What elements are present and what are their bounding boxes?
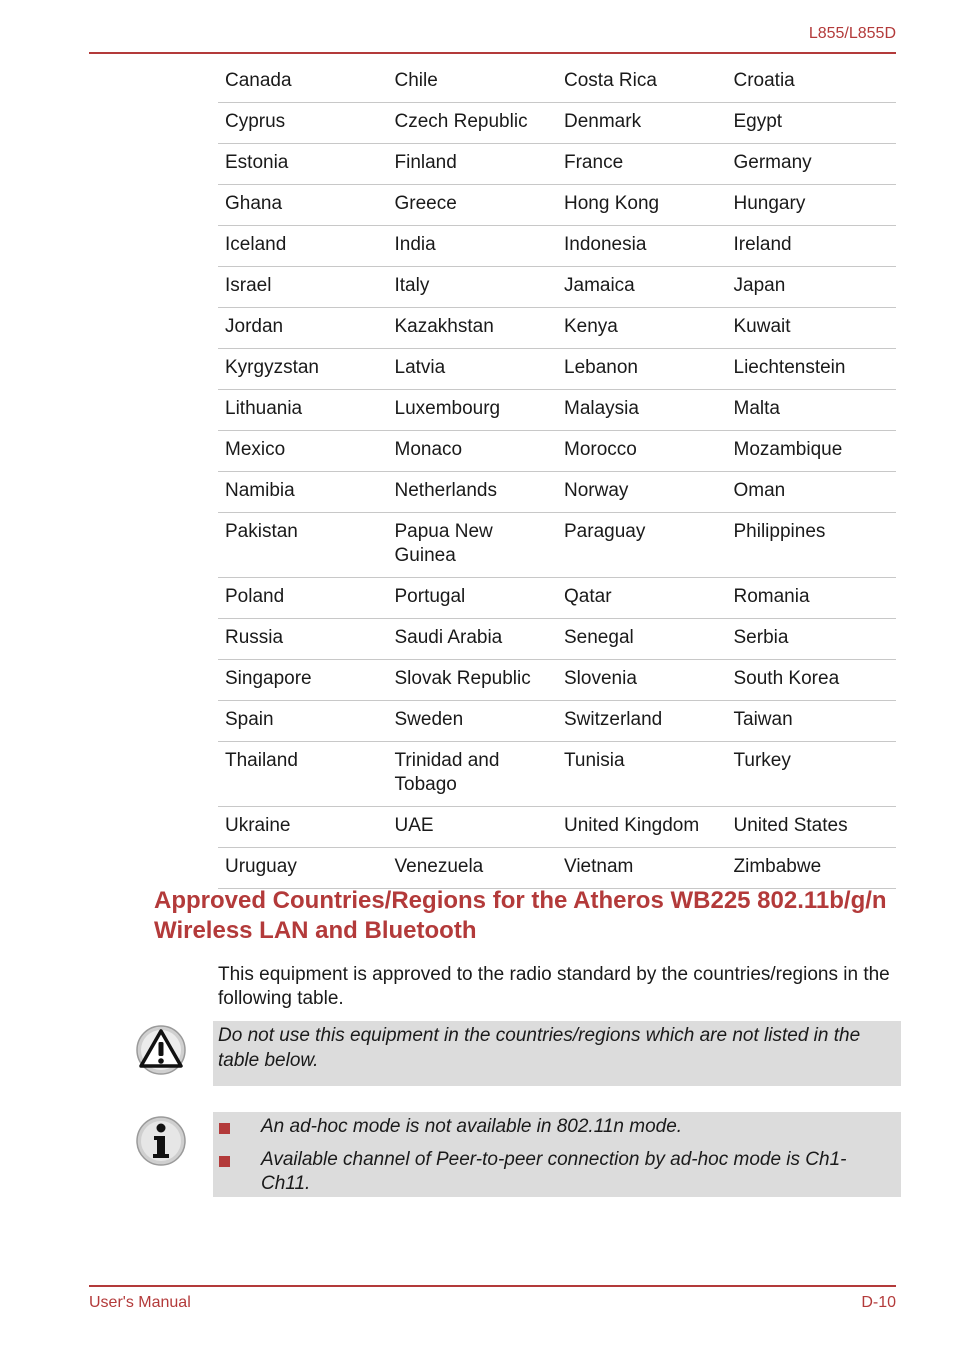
country-cell: South Korea bbox=[727, 660, 897, 701]
country-cell: Malaysia bbox=[557, 390, 727, 431]
table-row bbox=[218, 742, 896, 807]
table-row bbox=[218, 62, 896, 103]
country-cell: Philippines bbox=[727, 513, 897, 578]
country-cell: Thailand bbox=[218, 742, 388, 807]
warning-text: Do not use this equipment in the countries/regions which are not listed in the table below. bbox=[218, 1025, 861, 1071]
country-cell: Norway bbox=[557, 472, 727, 513]
info-list bbox=[213, 1112, 901, 1196]
country-cell: Israel bbox=[218, 267, 388, 308]
country-cell: Trinidad and Tobago bbox=[388, 742, 558, 807]
country-cell: Kazakhstan bbox=[388, 308, 558, 349]
document-model-header: L855/L855D bbox=[808, 25, 896, 42]
table-row bbox=[218, 701, 896, 742]
country-cell: Lithuania bbox=[218, 390, 388, 431]
country-cell: Turkey bbox=[727, 742, 897, 807]
country-cell: Ghana bbox=[218, 185, 388, 226]
footer-page-number: D-10 bbox=[861, 1294, 896, 1311]
country-cell: Hong Kong bbox=[557, 185, 727, 226]
info-list-item bbox=[213, 1148, 891, 1196]
country-cell: Monaco bbox=[388, 431, 558, 472]
country-cell: Zimbabwe bbox=[727, 848, 897, 889]
country-cell: Poland bbox=[218, 578, 388, 619]
country-cell: Russia bbox=[218, 619, 388, 660]
country-cell: UAE bbox=[388, 807, 558, 848]
table-row bbox=[218, 513, 896, 578]
country-cell: Cyprus bbox=[218, 103, 388, 144]
section-intro: This equipment is approved to the radio standard by the countries/regions in the following table. bbox=[218, 964, 890, 1009]
country-cell: Japan bbox=[727, 267, 897, 308]
country-cell: Netherlands bbox=[388, 472, 558, 513]
country-cell: Jamaica bbox=[557, 267, 727, 308]
table-row bbox=[218, 349, 896, 390]
table-row bbox=[218, 431, 896, 472]
info-list-item bbox=[213, 1115, 891, 1139]
country-cell: Ukraine bbox=[218, 807, 388, 848]
countries-table-body bbox=[218, 62, 896, 889]
country-cell: Lebanon bbox=[557, 349, 727, 390]
table-row bbox=[218, 578, 896, 619]
table-row bbox=[218, 185, 896, 226]
country-cell: Mozambique bbox=[727, 431, 897, 472]
info-icon bbox=[135, 1115, 187, 1167]
table-row bbox=[218, 103, 896, 144]
country-cell: Slovenia bbox=[557, 660, 727, 701]
country-cell: Morocco bbox=[557, 431, 727, 472]
footer-manual-title: User's Manual bbox=[89, 1294, 191, 1311]
table-row bbox=[218, 848, 896, 889]
country-cell: Paraguay bbox=[557, 513, 727, 578]
country-cell: Sweden bbox=[388, 701, 558, 742]
country-cell: Latvia bbox=[388, 349, 558, 390]
country-cell: Kyrgyzstan bbox=[218, 349, 388, 390]
country-cell: Pakistan bbox=[218, 513, 388, 578]
country-cell: Canada bbox=[218, 62, 388, 103]
country-cell: Tunisia bbox=[557, 742, 727, 807]
country-cell: Portugal bbox=[388, 578, 558, 619]
country-cell: Romania bbox=[727, 578, 897, 619]
country-cell: Saudi Arabia bbox=[388, 619, 558, 660]
country-cell: Chile bbox=[388, 62, 558, 103]
country-cell: Egypt bbox=[727, 103, 897, 144]
country-cell: Uruguay bbox=[218, 848, 388, 889]
country-cell: Finland bbox=[388, 144, 558, 185]
country-cell: Qatar bbox=[557, 578, 727, 619]
table-row bbox=[218, 472, 896, 513]
table-row bbox=[218, 308, 896, 349]
header-rule bbox=[89, 52, 896, 54]
country-cell: Oman bbox=[727, 472, 897, 513]
table-row bbox=[218, 226, 896, 267]
country-cell: Liechtenstein bbox=[727, 349, 897, 390]
country-cell: Serbia bbox=[727, 619, 897, 660]
info-item-text: Available channel of Peer-to-peer connection by ad-hoc mode is Ch1-Ch11. bbox=[261, 1149, 847, 1194]
country-cell: Italy bbox=[388, 267, 558, 308]
country-cell: Mexico bbox=[218, 431, 388, 472]
warning-note bbox=[213, 1021, 901, 1086]
country-cell: Denmark bbox=[557, 103, 727, 144]
country-cell: Taiwan bbox=[727, 701, 897, 742]
country-cell: Hungary bbox=[727, 185, 897, 226]
info-item-text: An ad-hoc mode is not available in 802.11n mode. bbox=[261, 1116, 683, 1137]
country-cell: Singapore bbox=[218, 660, 388, 701]
country-cell: Senegal bbox=[557, 619, 727, 660]
country-cell: Namibia bbox=[218, 472, 388, 513]
info-note bbox=[213, 1112, 901, 1197]
country-cell: Germany bbox=[727, 144, 897, 185]
countries-table bbox=[218, 62, 896, 889]
country-cell: Spain bbox=[218, 701, 388, 742]
country-cell: Slovak Republic bbox=[388, 660, 558, 701]
country-cell: France bbox=[557, 144, 727, 185]
table-row bbox=[218, 660, 896, 701]
country-cell: Kuwait bbox=[727, 308, 897, 349]
country-cell: Luxembourg bbox=[388, 390, 558, 431]
country-cell: Jordan bbox=[218, 308, 388, 349]
country-cell: Switzerland bbox=[557, 701, 727, 742]
country-cell: Malta bbox=[727, 390, 897, 431]
table-row bbox=[218, 267, 896, 308]
square-bullet-icon bbox=[219, 1123, 230, 1134]
country-cell: Greece bbox=[388, 185, 558, 226]
table-row bbox=[218, 807, 896, 848]
country-cell: Papua New Guinea bbox=[388, 513, 558, 578]
country-cell: Venezuela bbox=[388, 848, 558, 889]
footer-rule bbox=[89, 1285, 896, 1287]
section-heading: Approved Countries/Regions for the Atheros WB225 802.11b/g/n Wireless LAN and Bluetooth bbox=[154, 887, 887, 944]
table-row bbox=[218, 390, 896, 431]
table-row bbox=[218, 144, 896, 185]
warning-triangle-icon bbox=[135, 1024, 187, 1076]
country-cell: Czech Republic bbox=[388, 103, 558, 144]
country-cell: Iceland bbox=[218, 226, 388, 267]
country-cell: Croatia bbox=[727, 62, 897, 103]
country-cell: Vietnam bbox=[557, 848, 727, 889]
country-cell: Estonia bbox=[218, 144, 388, 185]
table-row bbox=[218, 619, 896, 660]
country-cell: India bbox=[388, 226, 558, 267]
country-cell: Ireland bbox=[727, 226, 897, 267]
country-cell: United States bbox=[727, 807, 897, 848]
country-cell: Costa Rica bbox=[557, 62, 727, 103]
square-bullet-icon bbox=[219, 1156, 230, 1167]
country-cell: United Kingdom bbox=[557, 807, 727, 848]
country-cell: Indonesia bbox=[557, 226, 727, 267]
country-cell: Kenya bbox=[557, 308, 727, 349]
